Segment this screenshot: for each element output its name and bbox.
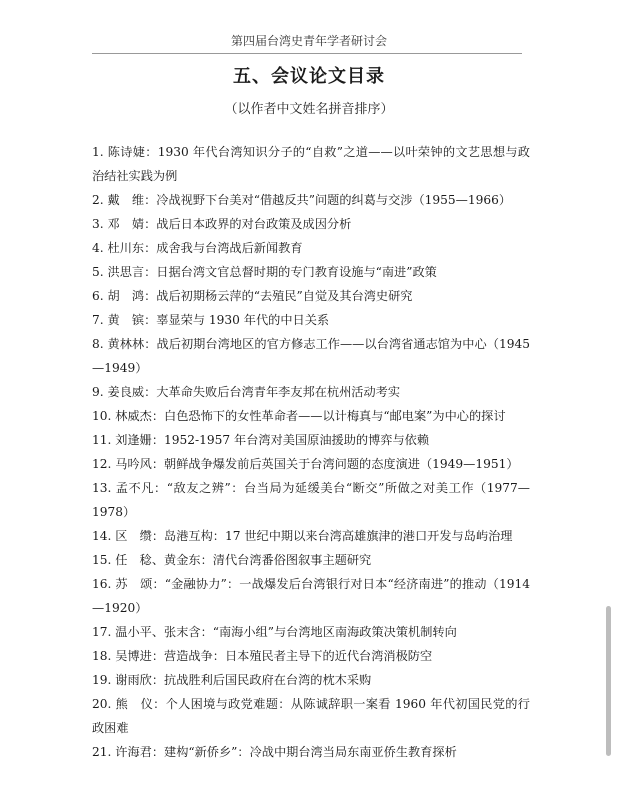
paper-entry: 7. 黄 镔：辜显荣与 1930 年代的中日关系 [92, 313, 330, 327]
paper-entry: 16. 苏 颂：“金融协力”：一战爆发后台湾银行对日本“经济南进”的推动（1914—1920） [92, 577, 530, 615]
paper-entry: 4. 杜川东：成舍我与台湾战后新闻教育 [92, 241, 303, 255]
paper-entry: 8. 黄林林：战后初期台湾地区的官方修志工作——以台湾省通志馆为中心（1945—1949） [92, 337, 530, 375]
section-title: 五、会议论文目录 [233, 66, 385, 87]
paper-entry: 5. 洪思言：日据台湾文官总督时期的专门教育设施与“南进”政策 [92, 265, 437, 279]
paper-entry: 20. 熊 仪：个人困境与政党难题：从陈诚辞职一案看 1960 年代初国民党的行政困难 [92, 697, 530, 735]
paper-entry: 2. 戴 维：冷战视野下台美对“借越反共”问题的纠葛与交涉（1955—1966） [92, 193, 512, 207]
paper-entry: 12. 马吟风：朝鲜战争爆发前后英国关于台湾问题的态度演进（1949—1951） [92, 457, 519, 471]
sort-note: （以作者中文姓名拼音排序） [224, 102, 394, 117]
header-divider [92, 53, 522, 54]
paper-entry: 10. 林威杰：白色恐怖下的女性革命者——以计梅真与“邮电案”为中心的探讨 [92, 409, 506, 423]
paper-entry: 3. 邓 婧：战后日本政界的对台政策及成因分析 [92, 217, 352, 231]
paper-entry: 9. 姜良威：大革命失败后台湾青年李友邦在杭州活动考实 [92, 385, 401, 399]
paper-entry: 11. 刘逢姗：1952-1957 年台湾对美国原油援助的博弈与依赖 [92, 433, 430, 447]
paper-entry: 19. 谢雨欣：抗战胜利后国民政府在台湾的枕木采购 [92, 673, 372, 687]
paper-entry: 6. 胡 鸿：战后初期杨云萍的“去殖民”自觉及其台湾史研究 [92, 289, 413, 303]
paper-entry: 21. 许海君：建构“新侨乡”：冷战中期台湾当局东南亚侨生教育探析 [92, 745, 457, 759]
running-header: 第四届台湾史青年学者研讨会 [230, 34, 387, 48]
paper-entry: 1. 陈诗婕：1930 年代台湾知识分子的“自救”之道——以叶荣钟的文艺思想与政治结社实践为例 [92, 145, 530, 183]
scrollbar-thumb[interactable] [606, 606, 611, 756]
paper-list [92, 140, 530, 764]
paper-entry: 15. 任 稔、黄金东：清代台湾番俗图叙事主题研究 [92, 553, 372, 567]
paper-entry: 17. 温小平、张末含：“南海小组”与台湾地区南海政策决策机制转向 [92, 625, 457, 639]
paper-entry: 14. 区 缵：岛港互构：17 世纪中期以来台湾高雄旗津的港口开发与岛屿治理 [92, 529, 513, 543]
paper-entry: 18. 吴博进：营造战争：日本殖民者主导下的近代台湾消极防空 [92, 649, 433, 663]
paper-entry: 13. 孟不凡：“敌友之辨”：台当局为延缓美台“断交”所做之对美工作（1977—1978） [92, 481, 530, 519]
